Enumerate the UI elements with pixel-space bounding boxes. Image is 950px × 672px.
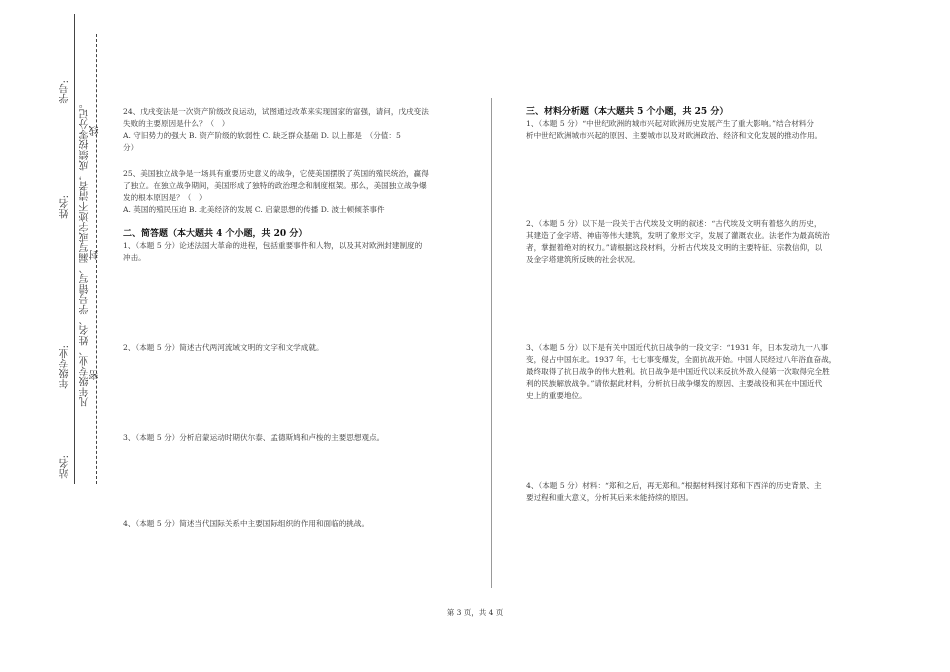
question-24 bbox=[123, 106, 468, 154]
column-divider bbox=[491, 98, 492, 588]
material-2-line-2: 其建造了金字塔、神庙等伟大建筑，发明了象形文字，发展了灌溉农业。法老作为最高统治 bbox=[526, 231, 830, 240]
question-25-line-2: 了独立。在独立战争期间，美国形成了独特的政治理念和制度框架。那么，美国独立战争爆 bbox=[123, 181, 427, 190]
binding-line-outer bbox=[74, 14, 75, 484]
section-2 bbox=[123, 228, 468, 264]
binding-mark-xian: 线 bbox=[90, 126, 101, 136]
binding-mark-feng: 封 bbox=[90, 250, 101, 260]
question-24-line-4: 分） bbox=[123, 143, 139, 152]
material-1-line-1: 1、（本题 5 分）“中世纪欧洲的城市兴起对欧洲历史发展产生了重大影响。”结合材料分 bbox=[526, 119, 815, 128]
material-2 bbox=[526, 218, 866, 266]
question-24-line-3: A. 守旧势力的强大 B. 资产阶级的软弱性 C. 缺乏群众基础 D. 以上都是 （分值：5 bbox=[123, 131, 401, 140]
section-2-title: 二、简答题（本大题共 4 个小题，共 20 分） bbox=[123, 229, 308, 239]
material-4 bbox=[526, 480, 866, 504]
short-answer-2: 2、（本题 5 分）简述古代两河流域文明的文字和文学成就。 bbox=[123, 343, 324, 352]
exam-site-label: 站名: bbox=[60, 455, 71, 479]
material-3-line-1: 3、（本题 5 分）以下是有关中国近代抗日战争的一段文字：“1931 年，日本发动九一八事 bbox=[526, 343, 829, 352]
question-25-line-4: A. 英国的殖民压迫 B. 北美经济的发展 C. 启蒙思想的传播 D. 波士顿倾茶事件 bbox=[123, 205, 385, 214]
binding-mark-mi: 密 bbox=[90, 370, 101, 380]
page-number: 第 3 页，共 4 页 bbox=[446, 608, 504, 617]
material-3-line-4: 利的民族解放战争。”请依据此材料，分析抗日战争爆发的原因、主要战役和其在中国近代 bbox=[526, 379, 823, 388]
short-answer-1-line-1: 1、（本题 5 分）论述法国大革命的进程，包括重要事件和人物，以及其对欧洲封建制度的 bbox=[123, 241, 423, 250]
question-25-line-3: 发的根本原因是？（ ） bbox=[123, 193, 207, 202]
short-answer-4: 4、（本题 5 分）简述当代国际关系中主要国际组织的作用和面临的挑战。 bbox=[123, 519, 370, 528]
name-label: 姓名: bbox=[60, 195, 71, 219]
material-2-line-3: 者，掌握着绝对的权力。”请根据这段材料，分析古代埃及文明的主要特征、宗教信仰，以 bbox=[526, 243, 823, 252]
material-4-line-2: 要过程和重大意义，分析其后来未能持续的原因。 bbox=[526, 493, 694, 502]
section-3 bbox=[526, 106, 866, 142]
short-answer-1-line-2: 冲击。 bbox=[123, 253, 146, 262]
material-3-line-5: 史上的重要地位。 bbox=[526, 391, 587, 400]
left-column bbox=[123, 106, 468, 216]
material-3 bbox=[526, 342, 866, 402]
material-4-line-1: 4、（本题 5 分）材料：“郑和之后，再无郑和。”根据材料探讨郑和下西洋的历史背景、主 bbox=[526, 481, 822, 490]
question-25 bbox=[123, 168, 468, 216]
material-2-line-4: 及金字塔建筑所反映的社会状况。 bbox=[526, 255, 640, 264]
section-3-title: 三、材料分析题（本大题共 5 个小题，共 25 分） bbox=[526, 107, 729, 117]
student-id-label: 学号: bbox=[60, 80, 71, 104]
binding-notice: 凡年级专业、姓名、学号错写、漏写或字迹不清者，成绩按零分记。 bbox=[80, 98, 91, 407]
material-3-line-2: 变，侵占中国东北。1937 年，七七事变爆发，全面抗战开始。中国人民经过八年浴血奋战， bbox=[526, 355, 837, 364]
question-24-line-2: 失败的主要原因是什么？（ ） bbox=[123, 119, 230, 128]
material-1-line-2: 析中世纪欧洲城市兴起的原因、主要城市以及对欧洲政治、经济和文化发展的推动作用。 bbox=[526, 131, 823, 140]
question-25-line-1: 25、美国独立战争是一场具有重要历史意义的战争，它使美国摆脱了英国的殖民统治，赢得 bbox=[123, 169, 429, 178]
question-24-line-1: 24、戊戌变法是一次资产阶级改良运动，试图通过改革来实现国家的富强，请问，戊戌变法 bbox=[123, 107, 429, 116]
material-3-line-3: 最终取得了抗日战争的伟大胜利。抗日战争是中国近代以来反抗外敌入侵第一次取得完全胜 bbox=[526, 367, 830, 376]
grade-major-label: 年级专业: bbox=[60, 345, 71, 389]
short-answer-3: 3、（本题 5 分）分析启蒙运动时期伏尔泰、孟德斯鸠和卢梭的主要思想观点。 bbox=[123, 433, 385, 442]
material-2-line-1: 2、（本题 5 分）以下是一段关于古代埃及文明的叙述：“古代埃及文明有着悠久的历史， bbox=[526, 219, 822, 228]
